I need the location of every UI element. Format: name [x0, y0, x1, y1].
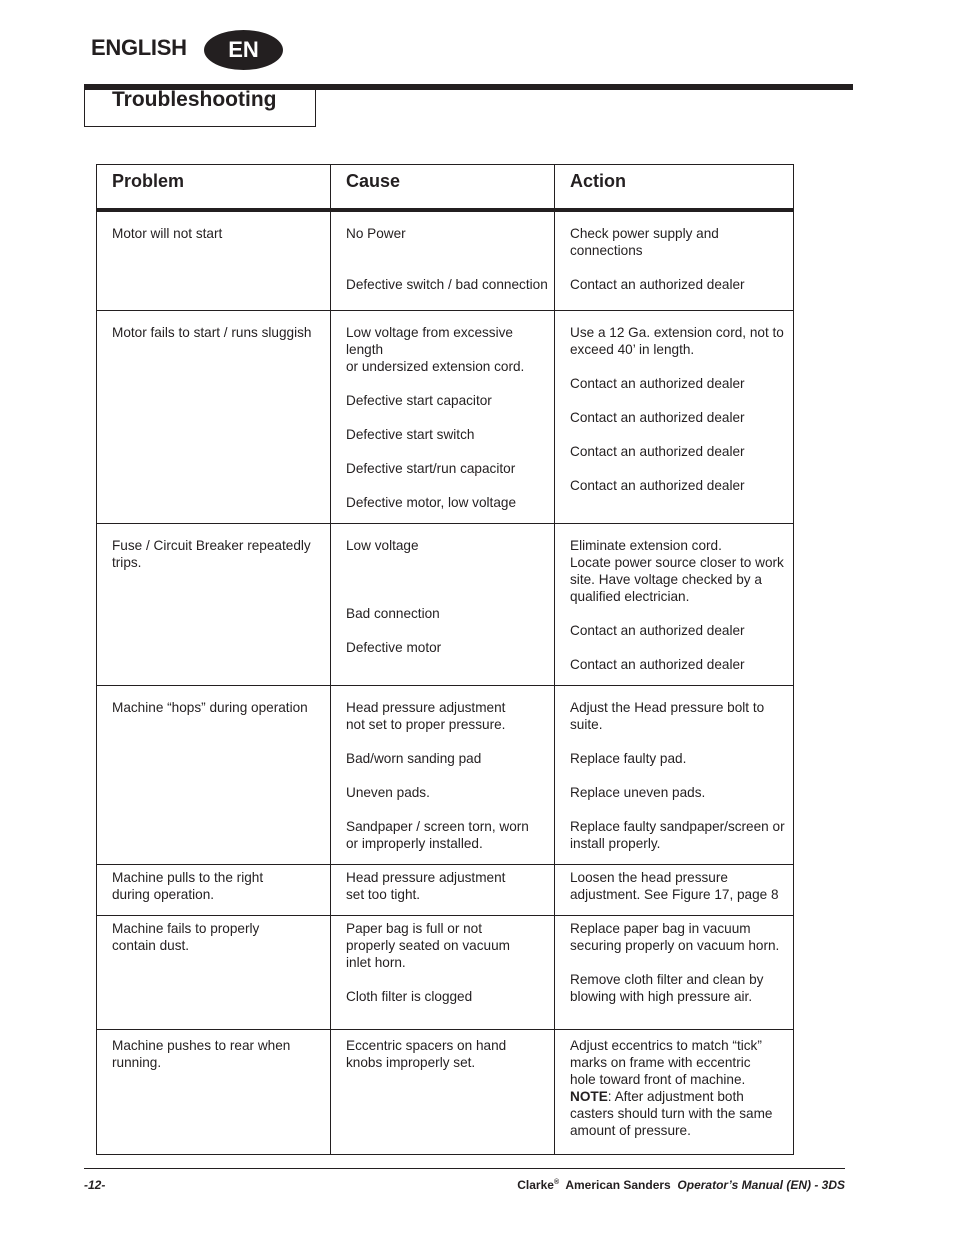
cause-text: Defective start switch: [346, 427, 475, 442]
cause-text: Bad/worn sanding pad: [346, 751, 482, 766]
cause-text: Head pressure adjustment set too tight.: [346, 870, 506, 902]
cause-text: Paper bag is full or not properly seated on vacuum inlet horn.: [346, 921, 510, 970]
cause-cell: [331, 686, 555, 865]
cause-text: Uneven pads.: [346, 785, 430, 800]
problem-cell: [97, 311, 331, 524]
problem-cell: [97, 865, 331, 916]
registered-mark: ®: [553, 1179, 560, 1186]
action-text: Adjust the Head pressure bolt to suite.: [570, 700, 765, 732]
action-text: Contact an authorized dealer: [570, 276, 745, 292]
cause-text: Defective start/run capacitor: [346, 461, 516, 476]
action-text: Contact an authorized dealer: [570, 444, 745, 459]
problem-text: Machine “hops” during operation: [112, 700, 308, 715]
header-cause: Cause: [331, 165, 555, 210]
action-text: Replace paper bag in vacuum securing properly on vacuum horn.: [570, 921, 780, 953]
cause-text: Head pressure adjustment not set to proper pressure.: [346, 700, 506, 732]
cause-text: Low voltage from excessive length or undersized extension cord.: [346, 325, 525, 374]
action-cell: [555, 524, 794, 686]
problem-cell: [97, 686, 331, 865]
cause-cell: [331, 1030, 555, 1155]
action-cell: [555, 1030, 794, 1155]
table-header-row: [97, 165, 794, 210]
action-text: Replace faulty sandpaper/screen or install properly.: [570, 819, 785, 851]
action-text: Loosen the head pressure adjustment. See Figure 17, page 8: [570, 870, 779, 902]
troubleshooting-table: [96, 164, 794, 1155]
action-text: Replace uneven pads.: [570, 785, 706, 800]
footer-manual-title: Operator’s Manual (EN) - 3DS: [677, 1178, 845, 1192]
problem-text: Fuse / Circuit Breaker repeatedly trips.: [112, 538, 311, 570]
problem-text: Machine fails to properly contain dust.: [112, 921, 260, 953]
problem-text: Machine pushes to rear when running.: [112, 1038, 291, 1070]
cause-text: Defective motor: [346, 640, 442, 655]
action-text: Use a 12 Ga. extension cord, not to exceed 40’ in length.: [570, 325, 784, 357]
problem-cell: [97, 1030, 331, 1155]
problem-cell: [97, 916, 331, 1030]
page-title: Troubleshooting: [112, 88, 277, 111]
problem-text: Motor fails to start / runs sluggish: [112, 325, 312, 340]
cause-text: No Power: [346, 225, 406, 241]
language-label: ENGLISH: [91, 35, 187, 60]
table-row: [97, 916, 794, 1030]
cause-cell: [331, 311, 555, 524]
footer-credits: [517, 1178, 845, 1192]
table-row: [97, 686, 794, 865]
problem-text: Machine pulls to the right during operation.: [112, 870, 264, 902]
cause-cell: [331, 916, 555, 1030]
table-row: [97, 865, 794, 916]
table-row: [97, 1030, 794, 1155]
cause-text: Bad connection: [346, 606, 440, 621]
action-text: Remove cloth filter and clean by blowing with high pressure air.: [570, 972, 764, 1004]
problem-cell: [97, 524, 331, 686]
action-cell: [555, 311, 794, 524]
cause-cell: [331, 524, 555, 686]
action-text: Replace faulty pad.: [570, 751, 687, 766]
problem-text: Motor will not start: [112, 225, 223, 241]
action-text: Eliminate extension cord. Locate power source closer to work site. Have voltage checked by a qualified electrician.: [570, 538, 784, 604]
note-block: [570, 1088, 791, 1139]
problem-cell: [97, 210, 331, 311]
action-text: Contact an authorized dealer: [570, 478, 745, 493]
action-text: Contact an authorized dealer: [570, 410, 745, 425]
note-label: NOTE: [570, 1089, 608, 1104]
section-title-box: [84, 89, 316, 127]
action-text: Adjust eccentrics to match “tick” marks on frame with eccentric hole toward front of machine.: [570, 1038, 762, 1087]
footer-rule: [84, 1168, 845, 1169]
cause-text: Low voltage: [346, 538, 419, 553]
table-row: [97, 524, 794, 686]
action-cell: [555, 916, 794, 1030]
table-row: [97, 210, 794, 311]
action-cell: [555, 865, 794, 916]
cause-text: Sandpaper / screen torn, worn or improperly installed.: [346, 819, 529, 851]
cause-cell: [331, 210, 555, 311]
language-badge: EN: [204, 30, 283, 70]
header-problem: Problem: [97, 165, 331, 210]
cause-text: Defective start capacitor: [346, 393, 492, 408]
cause-text: Defective motor, low voltage: [346, 495, 517, 510]
note-text: : After adjustment both casters should turn with the same amount of pressure.: [570, 1089, 773, 1138]
cause-cell: [331, 865, 555, 916]
action-text: Check power supply and connections: [570, 225, 719, 258]
footer-brand: Clarke: [517, 1178, 554, 1192]
footer-company: American Sanders: [565, 1178, 671, 1192]
page-number: -12-: [84, 1178, 106, 1192]
cause-text: Cloth filter is clogged: [346, 989, 473, 1004]
action-cell: [555, 210, 794, 311]
cause-text: Defective switch / bad connection: [346, 276, 548, 292]
action-cell: [555, 686, 794, 865]
action-text: Contact an authorized dealer: [570, 657, 745, 672]
action-text: Contact an authorized dealer: [570, 376, 745, 391]
table-row: [97, 311, 794, 524]
action-text: Contact an authorized dealer: [570, 623, 745, 638]
cause-text: Eccentric spacers on hand knobs improperly set.: [346, 1038, 507, 1070]
header-action: Action: [555, 165, 794, 210]
